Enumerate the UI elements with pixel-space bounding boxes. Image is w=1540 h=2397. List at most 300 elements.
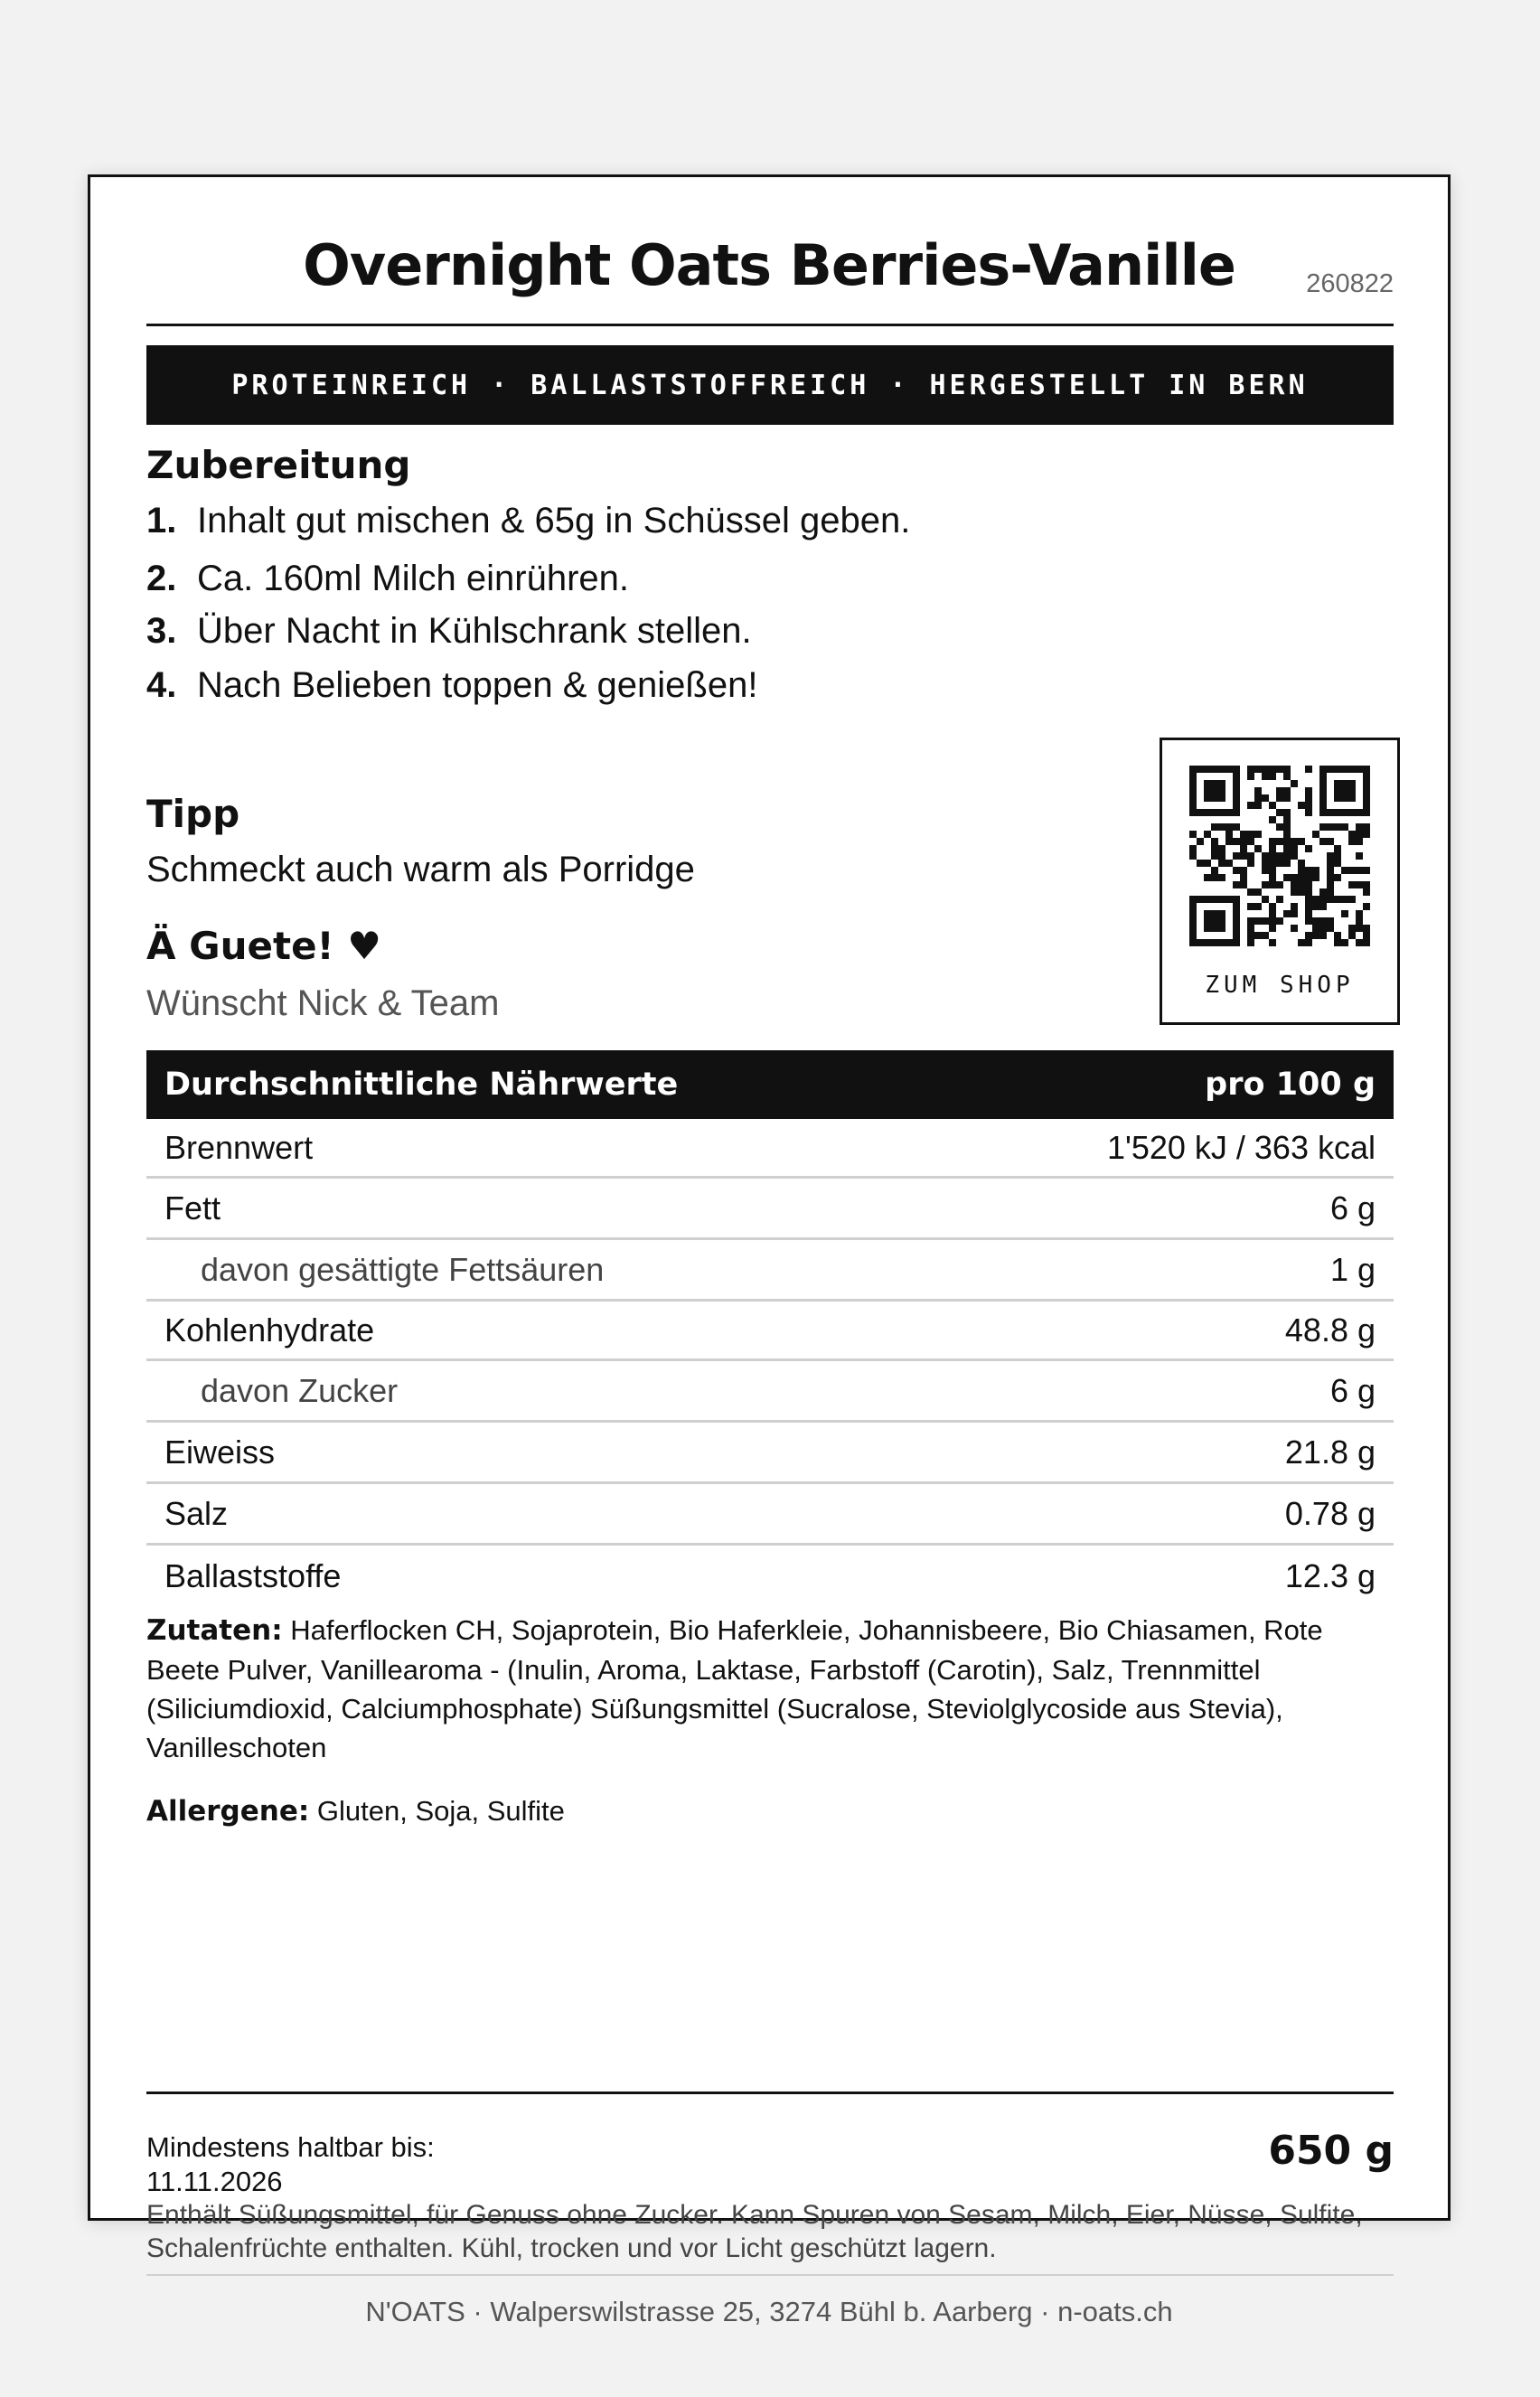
qr-module xyxy=(1305,881,1312,888)
qr-module xyxy=(1348,881,1356,888)
qr-module xyxy=(1312,903,1319,910)
qr-module xyxy=(1363,903,1370,910)
qr-module xyxy=(1247,932,1254,939)
qr-module xyxy=(1327,860,1334,867)
qr-module xyxy=(1283,773,1291,780)
qr-module xyxy=(1247,852,1254,860)
qr-module xyxy=(1341,896,1348,903)
qr-module xyxy=(1298,838,1305,845)
qr-module xyxy=(1262,852,1269,860)
qr-module xyxy=(1363,888,1370,896)
qr-module xyxy=(1218,766,1225,773)
nutrient-value: 1'520 kJ / 363 kcal xyxy=(1106,1128,1376,1166)
table-row xyxy=(146,1484,1394,1546)
qr-module xyxy=(1269,867,1276,874)
qr-module xyxy=(1334,860,1341,867)
qr-module xyxy=(1327,896,1334,903)
qr-module xyxy=(1240,831,1247,838)
qr-module xyxy=(1319,925,1327,932)
qr-module xyxy=(1356,831,1363,838)
qr-module xyxy=(1348,896,1356,903)
qr-module xyxy=(1291,874,1298,881)
qr-module xyxy=(1363,823,1370,831)
step-number: 4. xyxy=(146,665,177,705)
qr-module xyxy=(1189,896,1197,903)
preparation-step xyxy=(146,556,629,601)
qr-module xyxy=(1312,867,1319,874)
table-row xyxy=(146,1302,1394,1361)
qr-module xyxy=(1327,766,1334,773)
greeting-heading: Ä Guete! ♥ xyxy=(146,924,381,968)
nutrient-value: 12.3 g xyxy=(1284,1557,1376,1594)
claims-banner: PROTEINREICH · BALLASTSTOFFREICH · HERGESTELLT IN BERN xyxy=(146,345,1394,425)
qr-module xyxy=(1254,932,1262,939)
qr-module xyxy=(1262,867,1269,874)
qr-module xyxy=(1312,831,1319,838)
qr-module xyxy=(1327,917,1334,925)
nutrient-value: 21.8 g xyxy=(1284,1433,1376,1471)
qr-module xyxy=(1276,917,1283,925)
qr-module xyxy=(1225,809,1233,816)
qr-module xyxy=(1283,874,1291,881)
qr-module xyxy=(1363,925,1370,932)
qr-module xyxy=(1283,816,1291,823)
batch-code: 260822 xyxy=(1306,269,1394,298)
qr-module xyxy=(1291,910,1298,917)
qr-module xyxy=(1254,787,1262,794)
ingredients-label: Zutaten: xyxy=(146,1614,283,1647)
qr-module xyxy=(1204,787,1211,794)
qr-module xyxy=(1204,917,1211,925)
qr-module xyxy=(1356,823,1363,831)
qr-module xyxy=(1312,917,1319,925)
qr-module xyxy=(1319,809,1327,816)
qr-module xyxy=(1225,823,1233,831)
step-text: Über Nacht in Kühlschrank stellen. xyxy=(197,611,752,651)
qr-module xyxy=(1363,831,1370,838)
qr-module xyxy=(1225,766,1233,773)
qr-module xyxy=(1319,780,1327,787)
qr-module xyxy=(1211,845,1218,852)
qr-module xyxy=(1197,766,1204,773)
qr-module xyxy=(1211,896,1218,903)
nutrient-name: Kohlenhydrate xyxy=(164,1311,375,1349)
qr-module xyxy=(1233,896,1240,903)
qr-module xyxy=(1334,845,1341,852)
qr-module xyxy=(1247,939,1254,946)
qr-module xyxy=(1305,809,1312,816)
qr-module xyxy=(1305,888,1312,896)
qr-module xyxy=(1269,838,1276,845)
qr-module xyxy=(1276,896,1283,903)
qr-module xyxy=(1341,823,1348,831)
nutrient-value: 0.78 g xyxy=(1284,1494,1376,1532)
qr-module xyxy=(1240,867,1247,874)
qr-module xyxy=(1276,809,1283,816)
table-row xyxy=(146,1423,1394,1484)
qr-module xyxy=(1298,888,1305,896)
qr-module xyxy=(1363,867,1370,874)
qr-module xyxy=(1233,910,1240,917)
qr-module xyxy=(1247,802,1254,809)
qr-module xyxy=(1283,910,1291,917)
qr-module xyxy=(1204,831,1211,838)
preparation-step xyxy=(146,663,757,708)
qr-module xyxy=(1218,852,1225,860)
qr-module xyxy=(1319,823,1327,831)
qr-module xyxy=(1363,881,1370,888)
qr-module xyxy=(1204,874,1211,881)
qr-module xyxy=(1291,888,1298,896)
qr-module xyxy=(1189,766,1197,773)
qr-module xyxy=(1356,809,1363,816)
qr-module xyxy=(1262,881,1269,888)
qr-module xyxy=(1305,917,1312,925)
qr-module xyxy=(1254,831,1262,838)
qr-module xyxy=(1298,860,1305,867)
qr-module xyxy=(1233,867,1240,874)
qr-module xyxy=(1225,939,1233,946)
qr-module xyxy=(1363,932,1370,939)
ingredients xyxy=(146,1611,1394,1767)
qr-module xyxy=(1291,881,1298,888)
qr-module xyxy=(1327,874,1334,881)
step-text: Inhalt gut mischen & 65g in Schüssel geben. xyxy=(197,501,911,540)
qr-module xyxy=(1233,838,1240,845)
qr-module xyxy=(1327,838,1334,845)
qr-module xyxy=(1233,802,1240,809)
qr-module xyxy=(1211,780,1218,787)
qr-module xyxy=(1334,874,1341,881)
qr-module xyxy=(1211,910,1218,917)
nutrient-name: Fett xyxy=(164,1189,221,1227)
qr-module xyxy=(1269,860,1276,867)
qr-module xyxy=(1348,809,1356,816)
qr-module xyxy=(1363,794,1370,802)
qr-module xyxy=(1189,917,1197,925)
allergens xyxy=(146,1791,565,1831)
best-before-date: 11.11.2026 xyxy=(146,2166,283,2197)
qr-module xyxy=(1233,823,1240,831)
product-label xyxy=(88,174,1451,2327)
qr-module xyxy=(1327,823,1334,831)
qr-module xyxy=(1298,874,1305,881)
qr-module xyxy=(1363,809,1370,816)
qr-module xyxy=(1363,766,1370,773)
qr-module xyxy=(1319,794,1327,802)
qr-module xyxy=(1363,780,1370,787)
qr-module xyxy=(1276,766,1283,773)
tip-heading: Tipp xyxy=(146,792,240,836)
qr-module xyxy=(1218,874,1225,881)
qr-module xyxy=(1276,838,1283,845)
qr-module xyxy=(1269,917,1276,925)
step-text: Nach Belieben toppen & genießen! xyxy=(197,665,758,705)
qr-module xyxy=(1276,881,1283,888)
qr-module xyxy=(1211,917,1218,925)
qr-module xyxy=(1254,794,1262,802)
qr-module xyxy=(1283,838,1291,845)
qr-module xyxy=(1247,917,1254,925)
qr-module xyxy=(1283,860,1291,867)
qr-module xyxy=(1305,845,1312,852)
qr-module xyxy=(1211,823,1218,831)
nutrition-table-header xyxy=(146,1050,1394,1119)
qr-module xyxy=(1233,917,1240,925)
qr-module xyxy=(1348,838,1356,845)
qr-module xyxy=(1269,845,1276,852)
qr-module xyxy=(1218,787,1225,794)
qr-module xyxy=(1298,802,1305,809)
qr-module xyxy=(1218,917,1225,925)
step-text: Ca. 160ml Milch einrühren. xyxy=(197,559,629,598)
qr-module xyxy=(1189,939,1197,946)
allergens-label: Allergene: xyxy=(146,1795,310,1828)
qr-module xyxy=(1240,881,1247,888)
qr-module xyxy=(1211,874,1218,881)
nutrition-header-left: Durchschnittliche Nährwerte xyxy=(164,1067,679,1103)
qr-module xyxy=(1218,809,1225,816)
qr-module xyxy=(1291,845,1298,852)
qr-module xyxy=(1305,896,1312,903)
qr-module xyxy=(1334,852,1341,860)
qr-module xyxy=(1247,860,1254,867)
qr-module xyxy=(1305,802,1312,809)
qr-module xyxy=(1233,903,1240,910)
qr-module xyxy=(1276,794,1283,802)
nutrient-value: 6 g xyxy=(1329,1371,1376,1409)
qr-module xyxy=(1211,852,1218,860)
qr-module xyxy=(1334,794,1341,802)
qr-module xyxy=(1276,823,1283,831)
nutrient-name: davon Zucker xyxy=(201,1371,399,1409)
qr-module xyxy=(1327,809,1334,816)
qr-module xyxy=(1197,809,1204,816)
step-number: 1. xyxy=(146,501,177,540)
qr-module xyxy=(1262,766,1269,773)
qr-module xyxy=(1269,903,1276,910)
qr-module xyxy=(1204,910,1211,917)
qr-module xyxy=(1348,932,1356,939)
qr-module xyxy=(1247,766,1254,773)
qr-module xyxy=(1189,925,1197,932)
nutrition-header-right: pro 100 g xyxy=(1205,1067,1376,1103)
qr-module xyxy=(1312,874,1319,881)
qr-module xyxy=(1305,932,1312,939)
qr-module xyxy=(1341,780,1348,787)
qr-module xyxy=(1254,903,1262,910)
qr-module xyxy=(1363,802,1370,809)
qr-module xyxy=(1233,787,1240,794)
qr-module xyxy=(1254,917,1262,925)
qr-module xyxy=(1189,831,1197,838)
qr-module xyxy=(1204,925,1211,932)
qr-module xyxy=(1233,939,1240,946)
qr-module xyxy=(1218,939,1225,946)
title-divider xyxy=(146,324,1394,326)
tip-text: Schmeckt auch warm als Porridge xyxy=(146,850,695,889)
qr-module xyxy=(1276,787,1283,794)
qr-module xyxy=(1247,903,1254,910)
qr-module xyxy=(1319,773,1327,780)
qr-module xyxy=(1254,845,1262,852)
qr-module xyxy=(1305,874,1312,881)
qr-module xyxy=(1262,794,1269,802)
qr-module xyxy=(1283,809,1291,816)
qr-module xyxy=(1341,809,1348,816)
qr-module xyxy=(1356,838,1363,845)
qr-box[interactable] xyxy=(1160,738,1400,1025)
qr-module xyxy=(1247,888,1254,896)
qr-module xyxy=(1211,794,1218,802)
qr-module xyxy=(1204,896,1211,903)
qr-module xyxy=(1269,910,1276,917)
qr-module xyxy=(1334,932,1341,939)
qr-module xyxy=(1225,838,1233,845)
address-line: N'OATS · Walperswilstrasse 25, 3274 Bühl b. Aarberg · n-oats.ch xyxy=(365,2296,1173,2327)
qr-module xyxy=(1225,896,1233,903)
qr-module xyxy=(1341,794,1348,802)
qr-module xyxy=(1211,809,1218,816)
preparation-heading: Zubereitung xyxy=(146,443,411,487)
qr-module xyxy=(1269,816,1276,823)
qr-module xyxy=(1204,809,1211,816)
qr-module xyxy=(1305,903,1312,910)
qr-module xyxy=(1211,838,1218,845)
qr-module xyxy=(1262,773,1269,780)
qr-module xyxy=(1348,780,1356,787)
qr-module xyxy=(1218,896,1225,903)
qr-module xyxy=(1269,939,1276,946)
qr-module xyxy=(1305,939,1312,946)
qr-module xyxy=(1204,780,1211,787)
qr-module xyxy=(1298,867,1305,874)
qr-module xyxy=(1218,823,1225,831)
qr-module xyxy=(1218,845,1225,852)
qr-module xyxy=(1189,845,1197,852)
qr-module xyxy=(1254,888,1262,896)
qr-module xyxy=(1283,766,1291,773)
qr-module xyxy=(1233,932,1240,939)
qr-module xyxy=(1197,838,1204,845)
qr-module xyxy=(1218,925,1225,932)
qr-module xyxy=(1254,766,1262,773)
qr-module xyxy=(1348,925,1356,932)
qr-module xyxy=(1197,860,1204,867)
qr-module xyxy=(1211,939,1218,946)
qr-module xyxy=(1240,874,1247,881)
qr-module xyxy=(1189,780,1197,787)
qr-module xyxy=(1247,831,1254,838)
qr-module xyxy=(1327,888,1334,896)
qr-module xyxy=(1334,780,1341,787)
step-number: 3. xyxy=(146,611,177,651)
qr-module xyxy=(1319,896,1327,903)
qr-module xyxy=(1189,802,1197,809)
qr-module xyxy=(1305,787,1312,794)
qr-module xyxy=(1218,794,1225,802)
qr-module xyxy=(1189,932,1197,939)
nutrient-value: 48.8 g xyxy=(1284,1311,1376,1349)
qr-module xyxy=(1204,939,1211,946)
qr-module xyxy=(1291,838,1298,845)
qr-module xyxy=(1319,903,1327,910)
qr-code-icon[interactable] xyxy=(1189,766,1370,946)
qr-module xyxy=(1204,766,1211,773)
qr-module xyxy=(1233,780,1240,787)
qr-module xyxy=(1262,896,1269,903)
qr-module xyxy=(1327,852,1334,860)
qr-module xyxy=(1204,794,1211,802)
qr-module xyxy=(1319,888,1327,896)
qr-module xyxy=(1189,809,1197,816)
qr-module xyxy=(1283,787,1291,794)
nutrient-name: Eiweiss xyxy=(164,1433,276,1471)
qr-module xyxy=(1327,867,1334,874)
qr-module xyxy=(1240,852,1247,860)
qr-module xyxy=(1334,787,1341,794)
qr-module xyxy=(1189,852,1197,860)
qr-module xyxy=(1269,925,1276,932)
qr-module xyxy=(1233,852,1240,860)
qr-label: ZUM SHOP xyxy=(1205,972,1355,999)
qr-module xyxy=(1341,939,1348,946)
best-before-label: Mindestens haltbar bis: xyxy=(146,2131,435,2163)
qr-module xyxy=(1356,925,1363,932)
qr-module xyxy=(1363,773,1370,780)
qr-module xyxy=(1356,867,1363,874)
nutrient-value: 1 g xyxy=(1329,1250,1376,1288)
nutrient-name: Salz xyxy=(164,1494,229,1532)
nutrient-name: davon gesättigte Fettsäuren xyxy=(201,1250,605,1288)
qr-module xyxy=(1211,867,1218,874)
nutrition-table xyxy=(146,1050,1394,1607)
qr-module xyxy=(1348,787,1356,794)
qr-module xyxy=(1319,766,1327,773)
ingredients-text: Haferflocken CH, Sojaprotein, Bio Haferkleie, Johannisbeere, Bio Chiasamen, Rote Beete Pulver, Vanillearoma - (Inulin, Aroma, Laktase, Farbstoff (Carotin), Salz, Trennmittel (Siliciumdioxid, Calciumphosphate) Süßungsmittel (Sucralose, Steviolglycoside aus Stevia), Vanilleschoten xyxy=(146,1614,1323,1763)
qr-module xyxy=(1283,831,1291,838)
qr-module xyxy=(1233,925,1240,932)
qr-module xyxy=(1225,831,1233,838)
footer-divider xyxy=(146,2092,1394,2094)
step-number: 2. xyxy=(146,559,177,598)
table-row xyxy=(146,1361,1394,1423)
qr-module xyxy=(1197,896,1204,903)
qr-module xyxy=(1305,794,1312,802)
qr-module xyxy=(1269,881,1276,888)
qr-module xyxy=(1269,802,1276,809)
qr-module xyxy=(1319,787,1327,794)
allergens-text: Gluten, Soja, Sulfite xyxy=(316,1795,565,1827)
table-row xyxy=(146,1179,1394,1240)
qr-module xyxy=(1233,766,1240,773)
qr-module xyxy=(1291,780,1298,787)
qr-module xyxy=(1269,874,1276,881)
greeting-text: Wünscht Nick & Team xyxy=(146,983,500,1023)
qr-module xyxy=(1204,860,1211,867)
qr-module xyxy=(1334,823,1341,831)
qr-module xyxy=(1269,766,1276,773)
qr-module xyxy=(1247,925,1254,932)
qr-module xyxy=(1334,809,1341,816)
qr-module xyxy=(1363,787,1370,794)
qr-module xyxy=(1189,773,1197,780)
qr-module xyxy=(1341,766,1348,773)
net-weight: 650 g xyxy=(1268,2128,1394,2174)
qr-module xyxy=(1233,809,1240,816)
qr-module xyxy=(1319,932,1327,939)
qr-module xyxy=(1298,881,1305,888)
